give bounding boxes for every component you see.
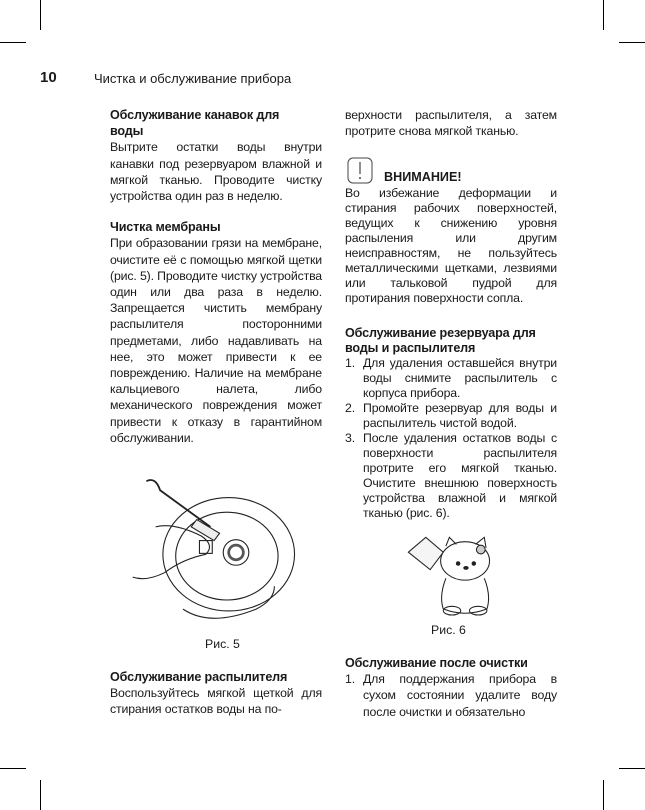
section-title: Обслуживание после очистки [345, 656, 528, 670]
section-title: Обслуживание резервуара для воды и распылителя [345, 326, 536, 355]
figure-5-brushing-membrane [120, 472, 310, 632]
figure-caption: Рис. 5 [205, 637, 240, 651]
crop-mark [40, 0, 41, 30]
crop-mark [619, 768, 645, 769]
numbered-list [345, 356, 557, 521]
figure-caption: Рис. 6 [431, 623, 466, 637]
list-item: 2. Промойте резервуар для воды и распылитель чистой водой. [345, 401, 557, 430]
section-body: верхности распылителя, а затем протрите снова мягкой тканью. [345, 108, 557, 139]
left-column [110, 107, 322, 446]
page-header-title: Чистка и обслуживание прибора [94, 71, 292, 86]
warning-icon [347, 157, 373, 184]
crop-mark [603, 780, 604, 810]
figure-6-device-hello-kitty [404, 530, 500, 618]
section-body: Вытрите остатки воды внутри канавки под резервуаром влажной и мягкой тканью. Проводите чистку устройства один раз в неделю. [110, 140, 322, 204]
section-title: Чистка мембраны [110, 220, 221, 235]
list-item: 1. Для удаления оставшейся внутри воды снимите распылитель с корпуса прибора. [345, 356, 557, 400]
crop-mark [0, 42, 26, 43]
crop-mark [603, 0, 604, 30]
crop-mark [40, 780, 41, 810]
crop-mark [619, 42, 645, 43]
list-item: 3. После удаления остатков воды с поверхности распылителя протрите его мягкой тканью. Очистите внешнюю поверхность устройства влажной и мягкой тканью (рис. 6). [345, 431, 557, 520]
section-title: Обслуживание канавок для воды [110, 108, 280, 139]
crop-mark [0, 768, 26, 769]
right-column-middle [345, 186, 557, 521]
warning-body: Во избежание деформации и стирания рабочих поверхностей, ведущих к снижению уровня распыления или другим неисправностям, не пользуйтесь металлическими щетками, лезвиями или тальковой пудрой для протирания поверхности сопла. [345, 186, 557, 305]
list-item: 1. Для поддержания прибора в сухом состоянии удалите воду после очистки и обязательно [345, 672, 557, 719]
warning-title: ВНИМАНИЕ! [384, 170, 462, 184]
numbered-list [345, 671, 557, 720]
section-body: Воспользуйтесь мягкой щеткой для стирания остатков воды на по- [110, 686, 322, 717]
page-number: 10 [40, 69, 57, 86]
right-column-bottom [345, 655, 557, 720]
left-column-bottom [110, 669, 322, 718]
section-body: При образовании грязи на мембране, очистите её с помощью мягкой щетки (рис. 5). Проводите чистку устройства один или два раза в неделю. Запрещается чистить мембрану распылителя посторонними предметами, либо надавливать на нее, это может привести к ее повреждению. Наличие на мембране кальциевого налета, либо механического повреждения может привести к отказу в гарантийном обслуживании. [110, 236, 322, 445]
right-column [345, 107, 557, 139]
section-title: Обслуживание распылителя [110, 670, 288, 684]
